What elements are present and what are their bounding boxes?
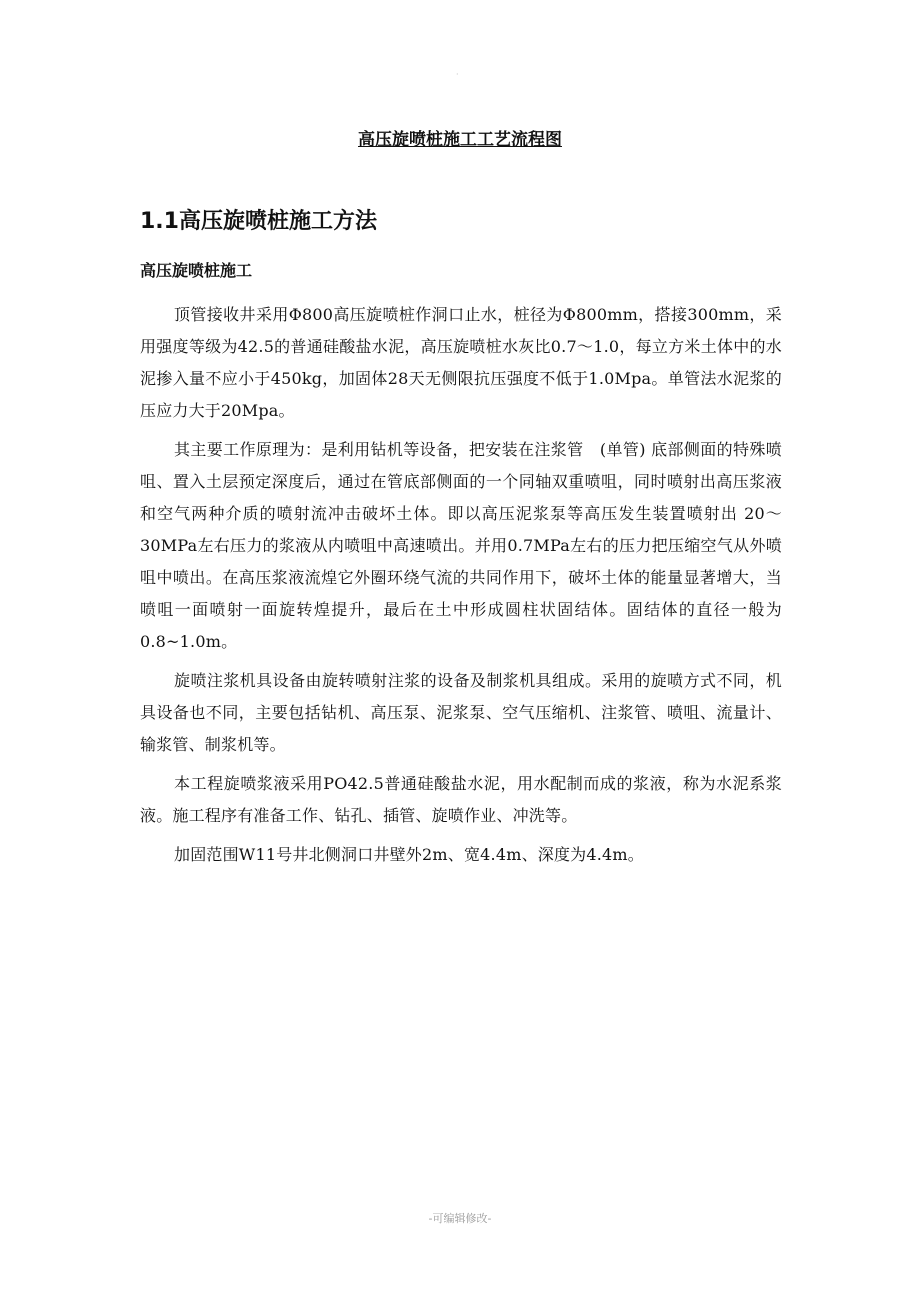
paragraph-working-principle: 其主要工作原理为：是利用钻机等设备，把安装在注浆管 (单管) 底部侧面的特殊喷咀、置入土层预定深度后，通过在管底部侧面的一个同轴双重喷咀，同时喷射出高压浆液和空气两种介质的喷射流冲击破坏土体。即以高压泥浆泵等高压发生装置喷射出 20～30MPa左右压力的浆液从内喷咀中高速喷出。并用0.7MPa左右的压力把压缩空气从外喷咀中喷出。在高压浆液流煌它外圈环绕气流的共同作用下，破坏土体的能量显著增大，当喷咀一面喷射一面旋转煌提升，最后在土中形成圆柱状固结体。固结体的直径一般为 0.8~1.0m。 [140, 440, 782, 651]
paragraph-pipe-jacking-well: 顶管接收井采用Φ800高压旋喷桩作洞口止水，桩径为Φ800mm，搭接300mm，采用强度等级为42.5的普通硅酸盐水泥，高压旋喷桩水灰比0.7～1.0，每立方米土体中的水泥掺入量不应小于450kg，加固体28天无侧限抗压强度不低于1.0Mpa。单管法水泥浆的压应力大于20Mpa。 [140, 305, 782, 420]
section-heading: 1.1高压旋喷桩施工方法 [140, 209, 377, 234]
sub-heading: 高压旋喷桩施工 [140, 261, 253, 280]
header-mark: · [456, 70, 459, 79]
paragraph-equipment: 旋喷注浆机具设备由旋转喷射注浆的设备及制浆机具组成。采用的旋喷方式不同，机具设备也不同，主要包括钻机、高压泵、泥浆泵、空气压缩机、注浆管、喷咀、流量计、输浆管、制浆机等。 [140, 671, 782, 754]
document-title: 高压旋喷桩施工工艺流程图 [358, 130, 562, 150]
paragraph-reinforcement-range: 加固范围W11号井北侧洞口井壁外2m、宽4.4m、深度为4.4m。 [174, 845, 644, 864]
page-footer: -可编辑修改- [428, 1212, 492, 1225]
body-text [140, 299, 782, 878]
paragraph-slurry: 本工程旋喷浆液采用PO42.5普通硅酸盐水泥，用水配制而成的浆液，称为水泥系浆液。施工程序有准备工作、钻孔、插管、旋喷作业、冲洗等。 [140, 774, 782, 825]
